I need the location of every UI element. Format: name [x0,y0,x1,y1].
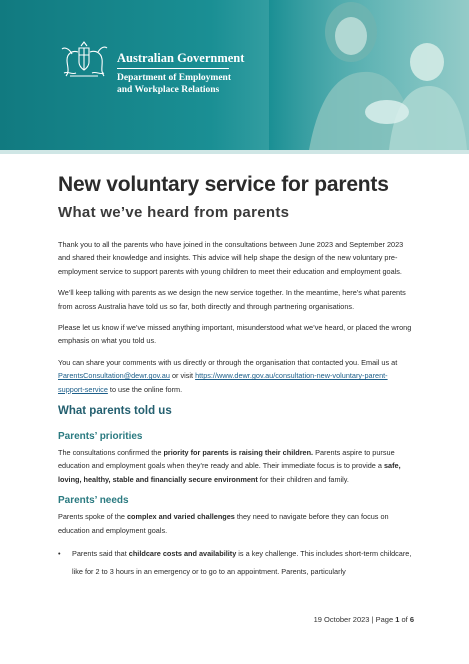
intro-paragraph: We’ll keep talking with parents as we design the new service together. In the meantime, here’s what parents from across Australia have told us so far, both directly and through partnering organisations. [58,288,406,311]
header-divider [0,150,469,154]
department-name-line2: and Workplace Relations [117,85,220,95]
page-footer [314,615,414,624]
contact-text: to use the online form. [107,384,183,394]
government-name: Australian Government [117,51,245,65]
consultation-url-link[interactable]: https://www.dewr.gov.au/consultation-new-voluntary-parent-support-service [58,371,388,394]
family-photo [269,0,469,150]
body-text: Parents aspire to pursue education and employment goals when they’re ready and able. Their immediate focus is to provide a [58,448,395,471]
needs-heading: Parents’ needs [58,495,129,507]
body-text: Parents spoke of the [58,512,127,522]
bullet-item [58,545,413,580]
priorities-heading: Parents’ priorities [58,431,143,443]
government-branding [117,51,244,96]
contact-text: or visit [169,371,196,381]
footer-separator: | [369,615,376,624]
footer-date: 19 October 2023 [313,615,370,624]
department-name-line1: Department of Employment [117,73,231,83]
page-title: New voluntary service for parents [58,173,389,196]
bullet-marker: • [58,549,61,559]
needs-paragraph [58,510,413,537]
contact-paragraph [58,356,413,396]
footer-page-number: 1 [395,615,400,624]
emphasis-text: complex and varied challenges [126,512,235,522]
emphasis-text: priority for parents is raising their children. [163,448,314,458]
body-text: Parents said that [72,549,129,559]
page-subtitle: What we’ve heard from parents [58,204,290,221]
priorities-paragraph [58,446,413,486]
footer-page-of: of [399,615,410,624]
footer-page-total: 6 [409,615,414,624]
contact-text: You can share your comments with us directly or through the organisation that contacted you. Email us at [58,357,398,367]
body-text: is a key challenge. This includes short-term childcare, like for 2 to 3 hours in an emergency or to go to an appointment. Parents, particularly [72,549,412,576]
body-text: for their children and family. [257,474,349,484]
intro-paragraph: Please let us know if we’ve missed anything important, misunderstood what we’ve heard, or placed the wrong emphasis on what you told us. [58,323,412,346]
intro-paragraph: Thank you to all the parents who have joined in the consultations between June 2023 and September 2023 and shared their knowledge and insights. This advice will help shape the design of the new voluntary pre-employment service to support parents with young children to meet their education and employment goals. [58,240,404,276]
email-link[interactable]: ParentsConsultation@dewr.gov.au [58,371,170,381]
header-banner [0,0,469,150]
document-body [58,238,413,580]
branding-divider [117,68,229,69]
footer-page-label: Page [375,615,396,624]
body-text: they need to navigate before they can focus on education and employment goals. [58,512,389,535]
coat-of-arms-icon [58,40,110,80]
section-heading: What parents told us [58,405,172,418]
emphasis-text: childcare costs and availability [128,549,237,559]
body-text: The consultations confirmed the [58,448,164,458]
emphasis-text: safe, loving, healthy, stable and financially secure environment [58,461,401,484]
